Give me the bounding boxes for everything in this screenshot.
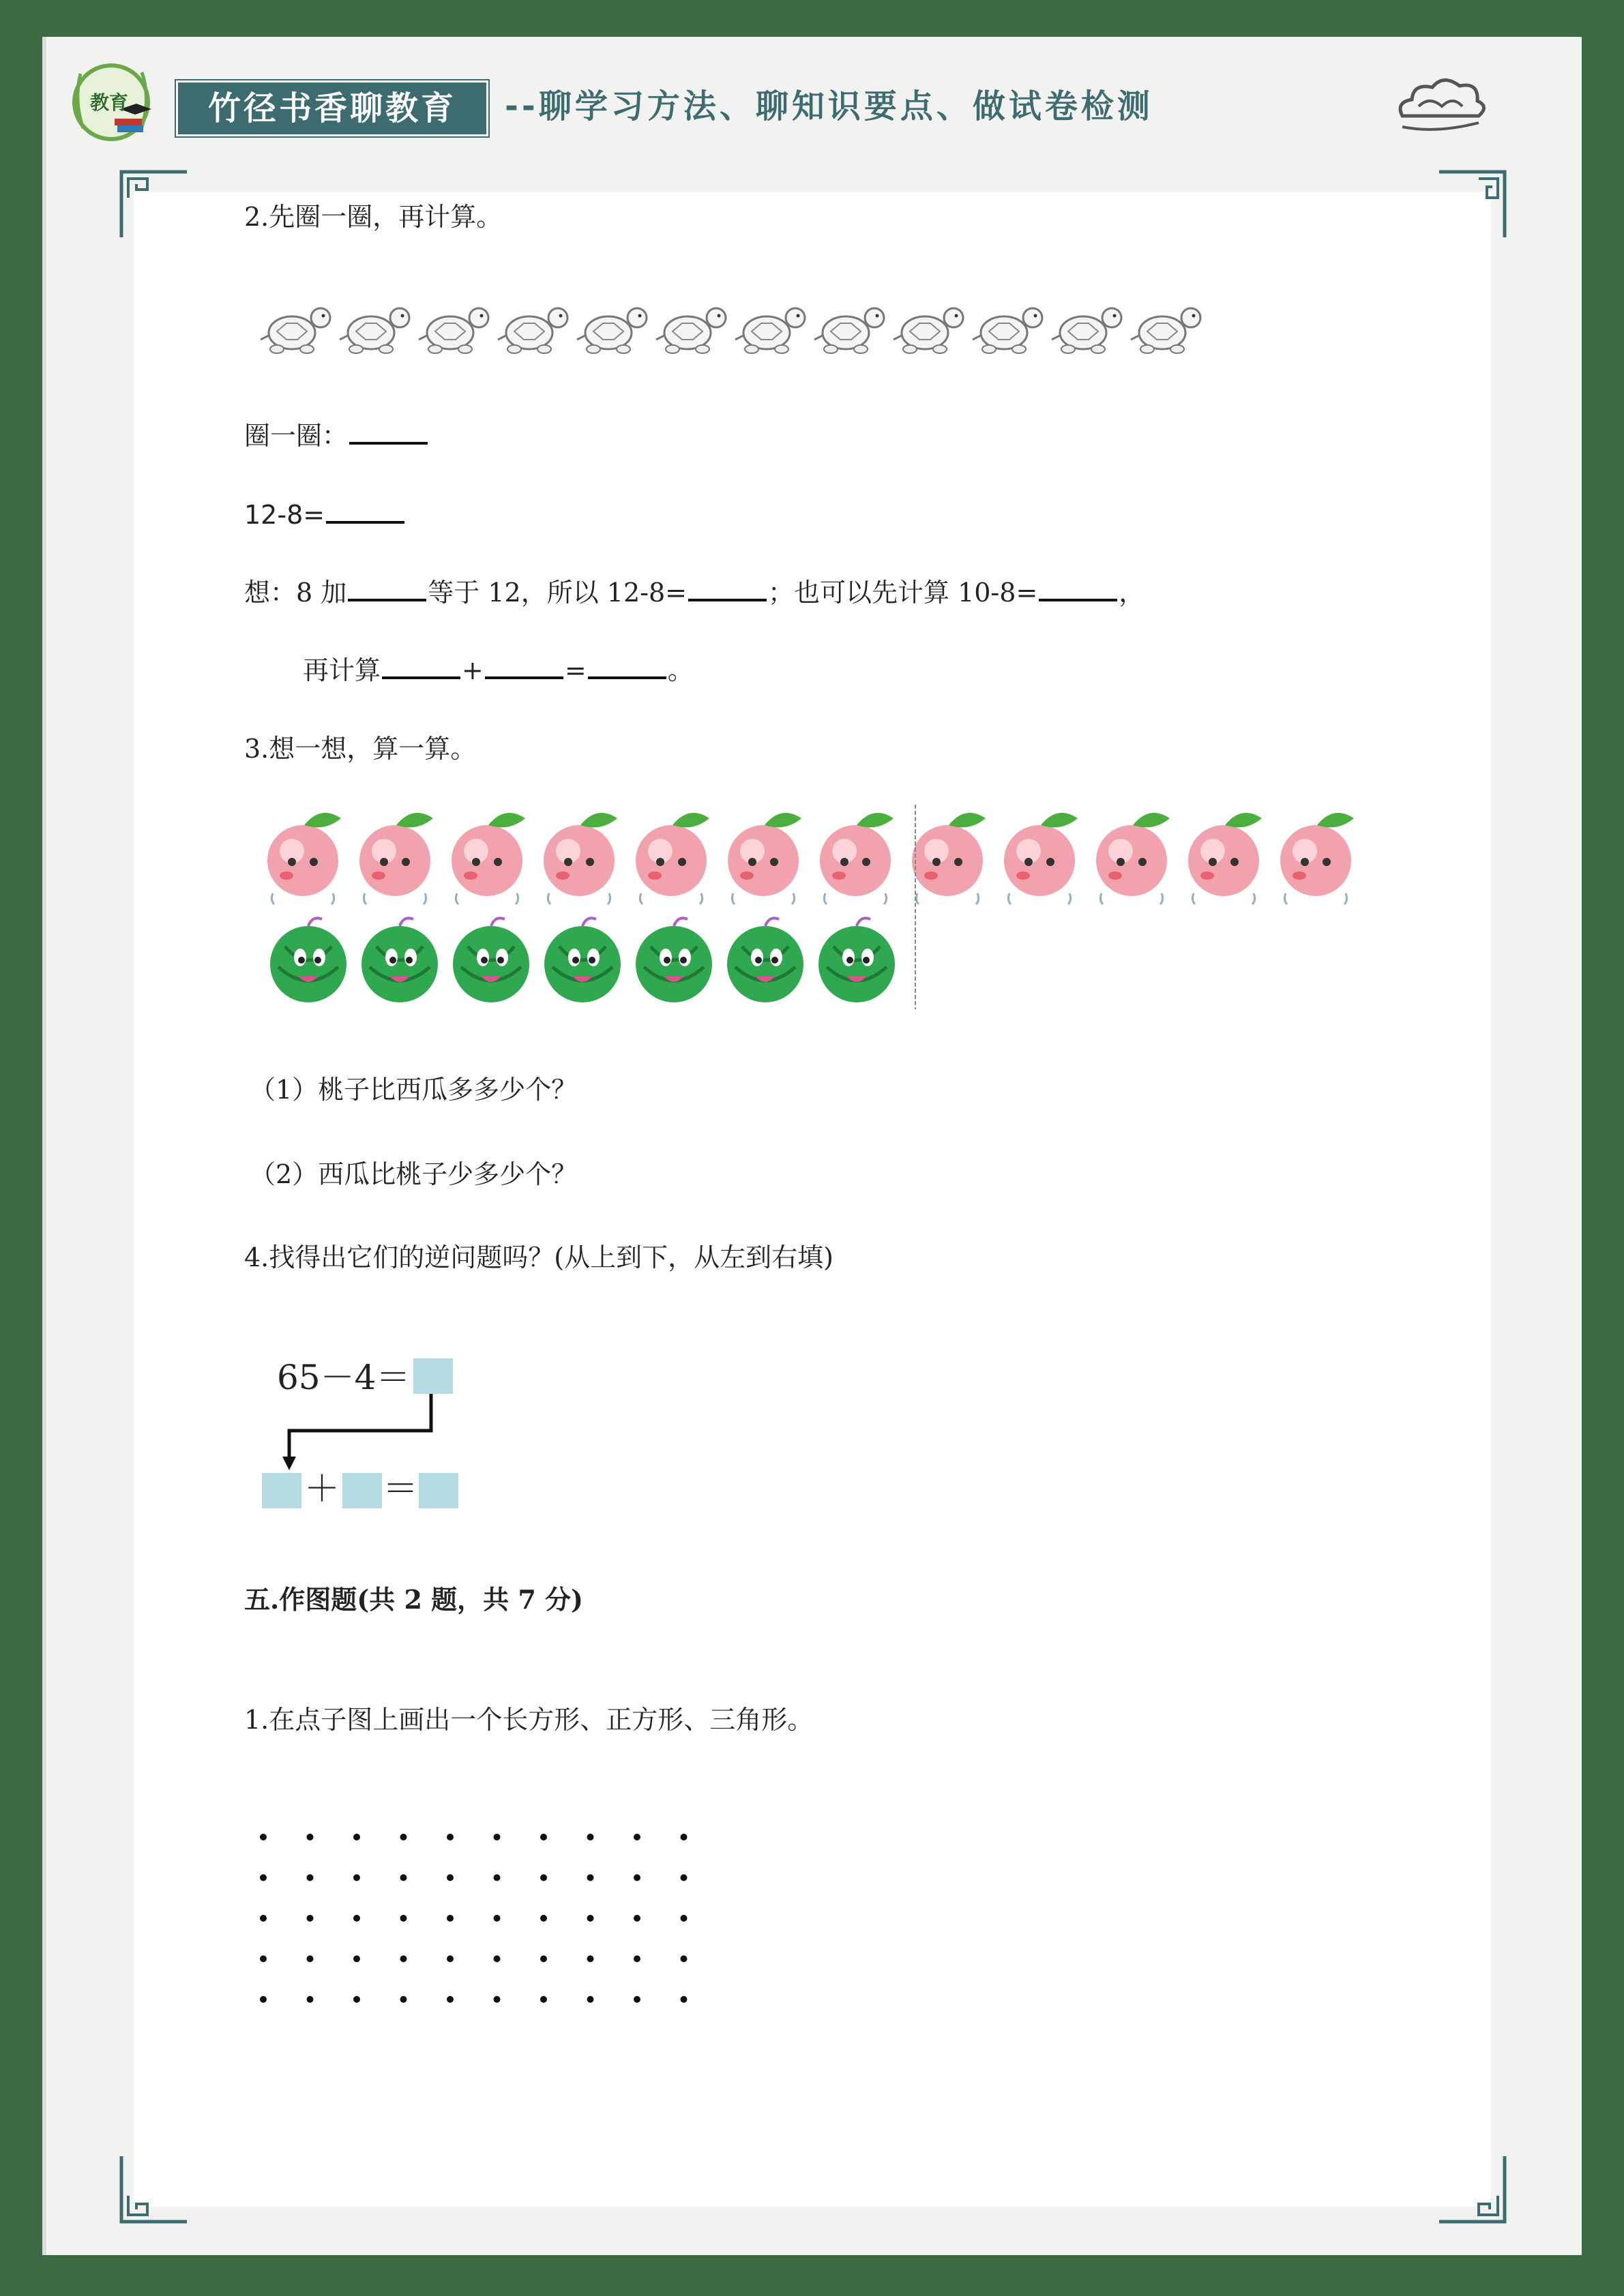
recalc-line xyxy=(303,649,694,687)
peach-icon xyxy=(1004,813,1078,904)
think-text-3: ；也可以先计算 10-8= xyxy=(768,578,1038,608)
grid-dot[interactable] xyxy=(494,1915,501,1922)
equation-answer-blank[interactable] xyxy=(326,494,404,524)
recalc-blank-2[interactable] xyxy=(485,649,563,679)
inverse-diagram xyxy=(259,1350,477,1514)
turtle-row xyxy=(259,297,1207,359)
grid-dot[interactable] xyxy=(260,1915,267,1922)
grid-dot[interactable] xyxy=(260,1956,267,1963)
think-text-2: 等于 12，所以 12-8= xyxy=(428,578,687,608)
grid-dot[interactable] xyxy=(540,1996,547,2003)
watermelon-icon xyxy=(544,918,621,1002)
section5-q1: 1.在点子图上画出一个长方形、正方形、三角形。 xyxy=(244,1705,814,1735)
grid-dot[interactable] xyxy=(447,1834,454,1840)
grid-dot[interactable] xyxy=(494,1834,501,1840)
grid-dot[interactable] xyxy=(307,1834,314,1840)
think-blank-1[interactable] xyxy=(348,571,426,601)
circle-answer-blank[interactable] xyxy=(349,415,428,445)
grid-dot[interactable] xyxy=(307,1956,314,1963)
q2-title: 2.先圈一圈，再计算。 xyxy=(244,202,503,232)
recalc-plus: + xyxy=(462,655,484,685)
grid-dot[interactable] xyxy=(400,1956,407,1963)
q3-title: 3.想一想，算一算。 xyxy=(244,734,477,764)
grid-dot[interactable] xyxy=(307,1915,314,1922)
header-slogan: --聊学习方法、聊知识要点、做试卷检测 xyxy=(505,87,1153,125)
think-blank-3[interactable] xyxy=(1039,571,1117,601)
grid-dot[interactable] xyxy=(260,1834,267,1840)
grid-dot[interactable] xyxy=(587,1915,594,1922)
grid-dot[interactable] xyxy=(634,1915,640,1922)
grid-dot[interactable] xyxy=(353,1834,360,1840)
peach-icon xyxy=(912,813,986,904)
peach-icon xyxy=(267,813,341,904)
peach-icon xyxy=(1188,813,1262,904)
grid-dot[interactable] xyxy=(494,1996,501,2003)
grid-dot[interactable] xyxy=(353,1996,360,2003)
turtle-icon xyxy=(894,308,963,353)
peach-icon xyxy=(1280,813,1354,904)
grid-dot[interactable] xyxy=(353,1915,360,1922)
q3-sub1: （1）桃子比西瓜多多少个？ xyxy=(250,1075,578,1105)
watermelon-icon xyxy=(818,918,895,1002)
grid-dot[interactable] xyxy=(634,1834,640,1840)
brand-title: 竹径书香聊教育 xyxy=(176,80,488,136)
grid-dot[interactable] xyxy=(540,1875,547,1881)
grid-dot[interactable] xyxy=(587,1875,594,1881)
grid-dot[interactable] xyxy=(587,1996,594,2003)
dot-grid[interactable] xyxy=(252,1828,703,2005)
grid-dot[interactable] xyxy=(634,1875,640,1881)
q4-title: 4.找得出它们的逆问题吗？(从上到下，从左到右填) xyxy=(244,1242,833,1272)
inverse-equals: ＝ xyxy=(382,1469,418,1510)
peach-icon xyxy=(728,813,801,904)
grid-dot[interactable] xyxy=(681,1834,688,1840)
turtle-icon xyxy=(656,308,726,353)
fruit-illustration xyxy=(259,805,1378,1016)
grid-dot[interactable] xyxy=(681,1875,688,1881)
think-line xyxy=(244,571,1145,609)
grid-dot[interactable] xyxy=(447,1996,454,2003)
education-logo-icon xyxy=(67,60,156,149)
grid-dot[interactable] xyxy=(400,1875,407,1881)
grid-dot[interactable] xyxy=(494,1875,501,1881)
circle-label: 圈一圈： xyxy=(244,421,349,451)
recalc-equals: = xyxy=(564,655,587,685)
turtle-icon xyxy=(577,308,647,353)
turtle-icon xyxy=(1131,308,1200,353)
equation-line xyxy=(244,494,406,531)
corner-ornament-bottom-left-icon xyxy=(116,2152,191,2227)
turtle-icon xyxy=(973,308,1042,353)
grid-dot[interactable] xyxy=(447,1875,454,1881)
grid-dot[interactable] xyxy=(400,1915,407,1922)
watermelon-icon xyxy=(453,918,529,1002)
recalc-blank-1[interactable] xyxy=(382,649,460,679)
corner-ornament-top-right-icon xyxy=(1435,166,1510,241)
grid-dot[interactable] xyxy=(540,1956,547,1963)
recalc-text: 再计算 xyxy=(303,655,381,685)
peach-icon xyxy=(359,813,433,904)
grid-dot[interactable] xyxy=(634,1996,640,2003)
recalc-period: 。 xyxy=(667,655,694,685)
inverse-expression: 65－4＝ xyxy=(277,1358,411,1397)
grid-dot[interactable] xyxy=(681,1996,688,2003)
watermelon-icon xyxy=(636,918,712,1002)
grid-dot[interactable] xyxy=(260,1996,267,2003)
grid-dot[interactable] xyxy=(353,1956,360,1963)
recalc-blank-3[interactable] xyxy=(588,649,666,679)
grid-dot[interactable] xyxy=(400,1834,407,1840)
turtle-icon xyxy=(814,308,884,353)
grid-dot[interactable] xyxy=(260,1875,267,1881)
grid-dot[interactable] xyxy=(400,1996,407,2003)
inverse-plus: ＋ xyxy=(304,1469,340,1510)
grid-dot[interactable] xyxy=(540,1834,547,1840)
answer-box-left[interactable] xyxy=(262,1473,301,1508)
section5-title: 五.作图题(共 2 题，共 7 分) xyxy=(244,1584,583,1615)
watermelon-icon xyxy=(270,918,346,1002)
grid-dot[interactable] xyxy=(307,1875,314,1881)
turtle-icon xyxy=(498,308,567,353)
circle-line xyxy=(244,415,429,452)
peach-icon xyxy=(452,813,525,904)
watermelon-icon xyxy=(727,918,803,1002)
turtle-icon xyxy=(261,308,330,353)
grid-dot[interactable] xyxy=(447,1915,454,1922)
turtle-icon xyxy=(340,308,409,353)
grid-dot[interactable] xyxy=(540,1915,547,1922)
grid-dot[interactable] xyxy=(681,1956,688,1963)
peach-icon xyxy=(820,813,894,904)
grid-dot[interactable] xyxy=(353,1875,360,1881)
answer-box-middle[interactable] xyxy=(342,1473,382,1508)
grid-dot[interactable] xyxy=(634,1956,640,1963)
q3-sub2: （2）西瓜比桃子少多少个？ xyxy=(250,1159,578,1189)
corner-ornament-top-left-icon xyxy=(116,166,191,241)
grid-dot[interactable] xyxy=(494,1956,501,1963)
think-text-4: ， xyxy=(1119,578,1145,608)
answer-box-right[interactable] xyxy=(419,1473,458,1508)
turtle-icon xyxy=(1052,308,1121,353)
cloud-ornament-icon xyxy=(1389,68,1491,136)
think-blank-2[interactable] xyxy=(688,571,767,601)
grid-dot[interactable] xyxy=(447,1956,454,1963)
peach-icon xyxy=(544,813,617,904)
corner-ornament-bottom-right-icon xyxy=(1435,2152,1510,2227)
turtle-icon xyxy=(735,308,805,353)
turtle-icon xyxy=(419,308,488,353)
watermelon-icon xyxy=(361,918,438,1002)
logo-text: 教育 xyxy=(90,91,129,114)
grid-dot[interactable] xyxy=(681,1915,688,1922)
grid-dot[interactable] xyxy=(307,1996,314,2003)
peach-icon xyxy=(636,813,709,904)
equation-text: 12-8= xyxy=(244,500,325,530)
grid-dot[interactable] xyxy=(587,1956,594,1963)
grid-dot[interactable] xyxy=(587,1834,594,1840)
peach-icon xyxy=(1096,813,1170,904)
think-text-1: 想：8 加 xyxy=(244,578,347,608)
